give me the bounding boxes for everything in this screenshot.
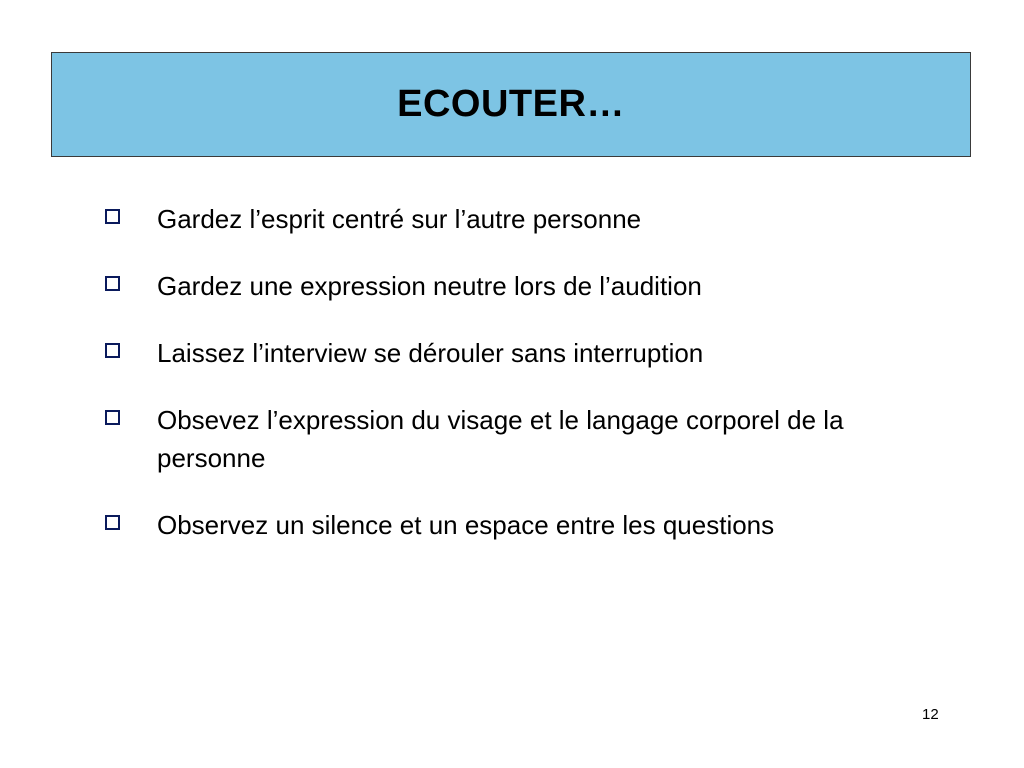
list-item [105,334,925,372]
checkbox-square-icon [105,209,120,224]
bullet-text: Gardez une expression neutre lors de l’audition [157,271,702,301]
list-item [105,401,925,477]
checkbox-square-icon [105,343,120,358]
list-item [105,506,925,544]
bullet-text: Obsevez l’expression du visage et le langage corporel de la personne [157,405,844,473]
bullet-text: Laissez l’interview se dérouler sans interruption [157,338,704,368]
title-banner [51,52,971,157]
list-item [105,267,925,305]
checkbox-square-icon [105,276,120,291]
slide-title: ECOUTER… [397,83,625,125]
bullet-text: Observez un silence et un espace entre les questions [157,510,775,540]
bullet-list [105,200,925,573]
checkbox-square-icon [105,515,120,530]
list-item [105,200,925,238]
checkbox-square-icon [105,410,120,425]
bullet-text: Gardez l’esprit centré sur l’autre personne [157,204,642,234]
page-number: 12 [922,706,939,723]
